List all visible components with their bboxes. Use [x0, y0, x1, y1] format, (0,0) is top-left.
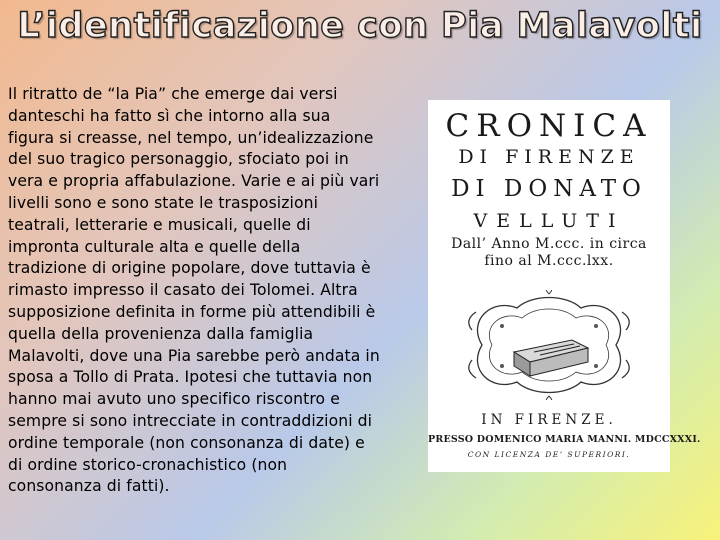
body-paragraph: Il ritratto de “la Pia” che emerge dai versi danteschi ha fatto sì che intorno alla sua figura si creasse, nel tempo, un’idealizzazione del suo tragico personaggio, sfociato poi in vera e propria affabulazione. Varie e ai più vari livelli sono e sono state le trasposizioni teatrali, letterarie e musicali, quelle di impronta culturale alta e quelle della tradizione di origine popolare, dove tuttavia è rimasto impresso il casato dei Tolomei. Altra supposizione definita in forme più attendibili è quella della provenienza dalla famiglia Malavolti, dove una Pia sarebbe però andata in sposa a Tollo di Prata. Ipotesi che tuttavia non hanno mai avuto uno specifico riscontro e sempre si sono intrecciate in contraddizioni di ordine temporale (non consonanza di date) e di ordine storico-cronachistico (non consonanza di fatti). [8, 85, 380, 496]
frontispiece-author-line: DI DONATO [451, 176, 647, 202]
printer-device-vignette [462, 290, 636, 400]
frontispiece-subtitle-line: DI FIRENZE [458, 146, 640, 168]
frontispiece-title-line: CRONICA [445, 108, 653, 144]
frontispiece-date-range-line1: Dall’ Anno M.ccc. in circa [451, 236, 647, 252]
frontispiece-license: CON LICENZA DE’ SUPERIORI. [467, 450, 631, 459]
frontispiece-author-surname: VELLUTI [473, 210, 625, 232]
frontispiece-place: IN FIRENZE. [481, 412, 617, 428]
frontispiece-date-range-line2: fino al M.ccc.lxx. [484, 253, 614, 269]
frontispiece-publisher: PRESSO DOMENICO MARIA MANNI. MDCCXXXI. [428, 434, 701, 445]
slide-title: L’identificazione con Pia Malavolti [17, 6, 703, 46]
book-frontispiece-image [428, 100, 701, 472]
